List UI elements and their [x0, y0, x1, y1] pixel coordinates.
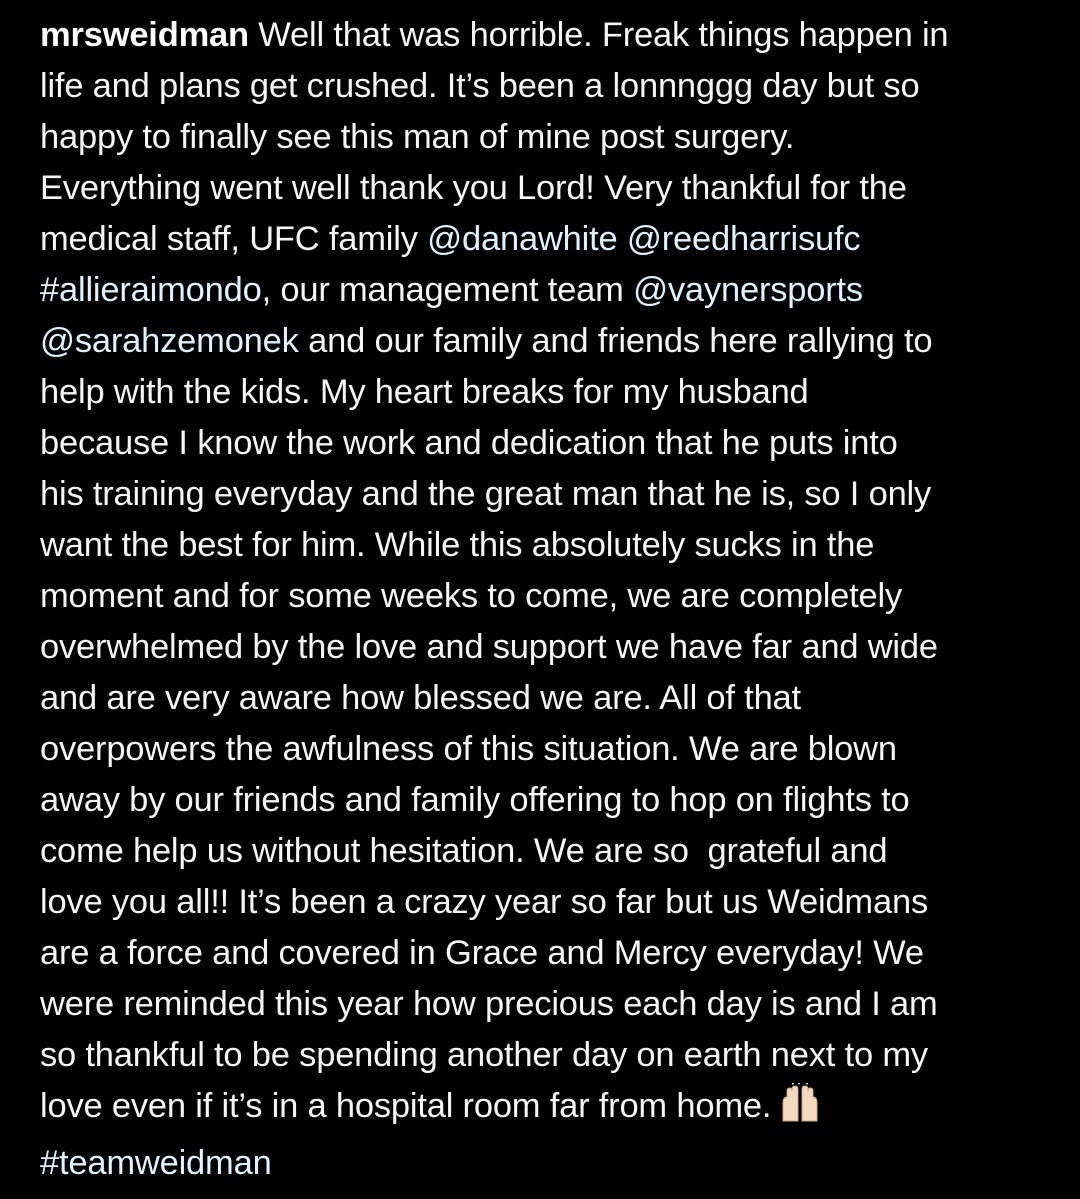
caption-line: his training everyday and the great man that he is, so I only	[40, 475, 932, 513]
caption-line: overpowers the awfulness of this situation. We are blown	[40, 730, 897, 768]
caption-text: medical staff, UFC family	[40, 220, 428, 258]
caption-line	[40, 214, 1040, 265]
mention-reedharrisufc[interactable]: @reedharrisufc	[626, 220, 861, 258]
caption-line	[40, 1081, 1040, 1138]
caption-line	[40, 1138, 1040, 1189]
caption-line: overwhelmed by the love and support we have far and wide	[40, 628, 938, 666]
caption-line: Everything went well thank you Lord! Very thankful for the	[40, 169, 907, 207]
hashtag-allieraimondo[interactable]: #allieraimondo	[40, 271, 262, 309]
mention-vaynersports[interactable]: @vaynersports	[633, 271, 863, 309]
hashtag-teamweidman[interactable]: #teamweidman	[40, 1144, 272, 1182]
caption-line: so thankful to be spending another day on earth next to my	[40, 1036, 928, 1074]
caption-line: away by our friends and family offering to hop on flights to	[40, 781, 910, 819]
caption-line: were reminded this year how precious each day is and I am	[40, 985, 938, 1023]
caption-text: Well that was horrible. Freak things happen in	[248, 16, 949, 54]
caption-text	[617, 220, 626, 258]
username-link[interactable]: mrsweidman	[40, 16, 249, 54]
caption-text: and our family and friends here rallying to	[298, 322, 933, 360]
post-caption	[40, 10, 1040, 1189]
caption-line: are a force and covered in Grace and Mercy everyday! We	[40, 934, 924, 972]
caption-line: come help us without hesitation. We are so grateful and	[40, 832, 888, 870]
mention-danawhite[interactable]: @danawhite	[427, 220, 618, 258]
caption-line: and are very aware how blessed we are. All of that	[40, 679, 801, 717]
caption-line: moment and for some weeks to come, we are completely	[40, 577, 903, 615]
raising-hands-emoji-icon	[779, 1083, 821, 1138]
caption-line	[40, 265, 1040, 316]
caption-text: love even if it’s in a hospital room far from home.	[40, 1087, 772, 1125]
caption-line: happy to finally see this man of mine post surgery.	[40, 118, 795, 156]
caption-line: want the best for him. While this absolutely sucks in the	[40, 526, 875, 564]
caption-line: help with the kids. My heart breaks for my husband	[40, 373, 809, 411]
caption-line: because I know the work and dedication that he puts into	[40, 424, 898, 462]
caption-line	[40, 10, 1040, 61]
mention-sarahzemonek[interactable]: @sarahzemonek	[40, 322, 299, 360]
caption-text: , our management team	[261, 271, 634, 309]
caption-line: love you all!! It’s been a crazy year so far but us Weidmans	[40, 883, 928, 921]
caption-line	[40, 316, 1040, 367]
caption-line: life and plans get crushed. It’s been a lonnnggg day but so	[40, 67, 920, 105]
